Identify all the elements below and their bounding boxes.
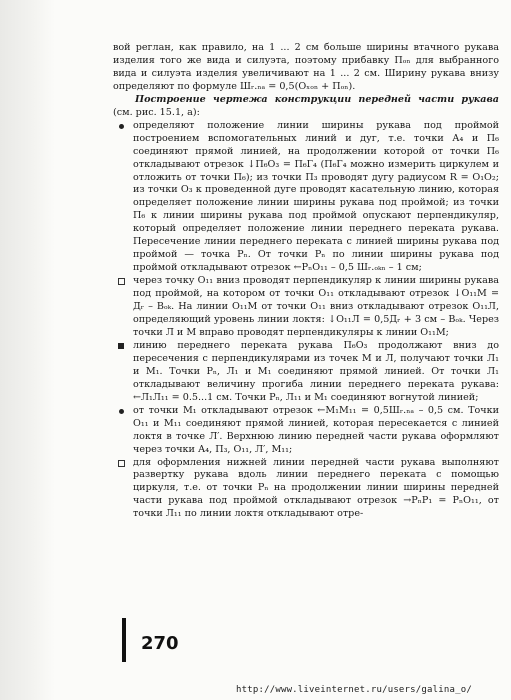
body-text: [113, 42, 499, 521]
section-heading-paragraph: [113, 94, 499, 120]
section-heading-tail: (см. рис. 15.1, а):: [113, 106, 200, 118]
watermark-url: http://www.liveinternet.ru/users/galina_o/: [236, 685, 472, 695]
bullet-icon: [118, 343, 124, 349]
list-item: от точки М₁ откладывают отрезок ←М₁М₁₁ = 0,5Шᵣ.ₙₐ – 0,5 см. Точки О₁₁ и М₁₁ соединяют прямой линией, которая пересекается с линией локтя в точке Л′. Верхнюю линию передней части рукава оформляют через точки А₄, П₃, О₁₁, Л′, М₁₁;: [113, 405, 499, 457]
section-heading: Построение чертежа конструкции передней части рукава: [135, 93, 499, 105]
intro-paragraph: вой реглан, как правило, на 1 ... 2 см больше ширины втачного рукава изделия того же вида и силуэта, поэтому прибавку Пₒₙ для выбранного вида и силуэта изделия увеличивают на 1 ... 2 см. Ширину рукава внизу определяют по формуле Шᵣ.ₙₐ = 0,5(Оₓₒₙ + Пₒₙ).: [113, 42, 499, 92]
scan-shadow: [0, 0, 55, 700]
list-item: через точку О₁₁ вниз проводят перпендикуляр к линии ширины рукава под проймой, на котором от точки О₁₁ откладывают отрезок ↓О₁₁М = Дᵣ – Вₒₖ. На линии О₁₁М от точки О₁₁ вниз откладывают отрезок О₁₁Л, определяющий уровень линии локтя: ↓О₁₁Л = 0,5Дᵣ + 3 см – Вₒₖ. Через точки Л и М вправо проводят перпендикуляры к линии О₁₁М;: [113, 275, 499, 340]
construction-steps: [113, 120, 499, 522]
list-item: определяют положение линии ширины рукава под проймой построением вспомогательных линий и дуг, т.е. точки А₄ и П₆ соединяют прямой линией, на продолжении которой от точки П₆ откладывают отрезок ↓П₆О₃ = П₆Г₄ (П₆Г₄ можно измерить циркулем и отложить от точки П₆); из точки П₃ проводят дугу радиусом R = О₁О₂; из точки О₃ к проведенной дуге проводят касательную линию, которая определяет положение линии ширины рукава под проймой; из точки П₆ к линии ширины рукава под проймой опускают перпендикуляр, который определяет положение линии переднего переката рукава. Пересечение линии переднего переката с линией ширины рукава под проймой — точка Рₙ. От точки Рₙ по линии ширины рукава под проймой откладывают отрезок ←РₙО₁₁ – 0,5 Шᵣ.ₒₖₙ – 1 см;: [113, 120, 499, 275]
bullet-icon: [118, 460, 125, 467]
list-item: для оформления нижней линии передней части рукава выполняют развертку рукава вдоль линии переднего переката с помощью циркуля, т.е. от точки Рₙ на продолжении линии ширины передней части рукава под проймой откладывают отрезок →РₙР₁ = РₙО₁₁, от точки Л₁₁ по линии локтя откладывают отре-: [113, 457, 499, 522]
list-item: линию переднего переката рукава П₆О₃ продолжают вниз до пересечения с перпендикулярами из точек М и Л, получают точки Л₁ и М₁. Точки Рₙ, Л₁ и М₁ соединяют прямой линией. От точки Л₁ откладывают величину прогиба линии переднего переката рукава: ←Л₁Л₁₁ = 0.5...1 см. Точки Рₙ, Л₁₁ и М₁ соединяют вогнутой линией;: [113, 340, 499, 405]
page-number: 270: [141, 633, 179, 654]
page-number-rule: [122, 618, 126, 662]
bullet-icon: [119, 124, 124, 129]
bullet-icon: [118, 278, 125, 285]
bullet-icon: [119, 409, 124, 414]
